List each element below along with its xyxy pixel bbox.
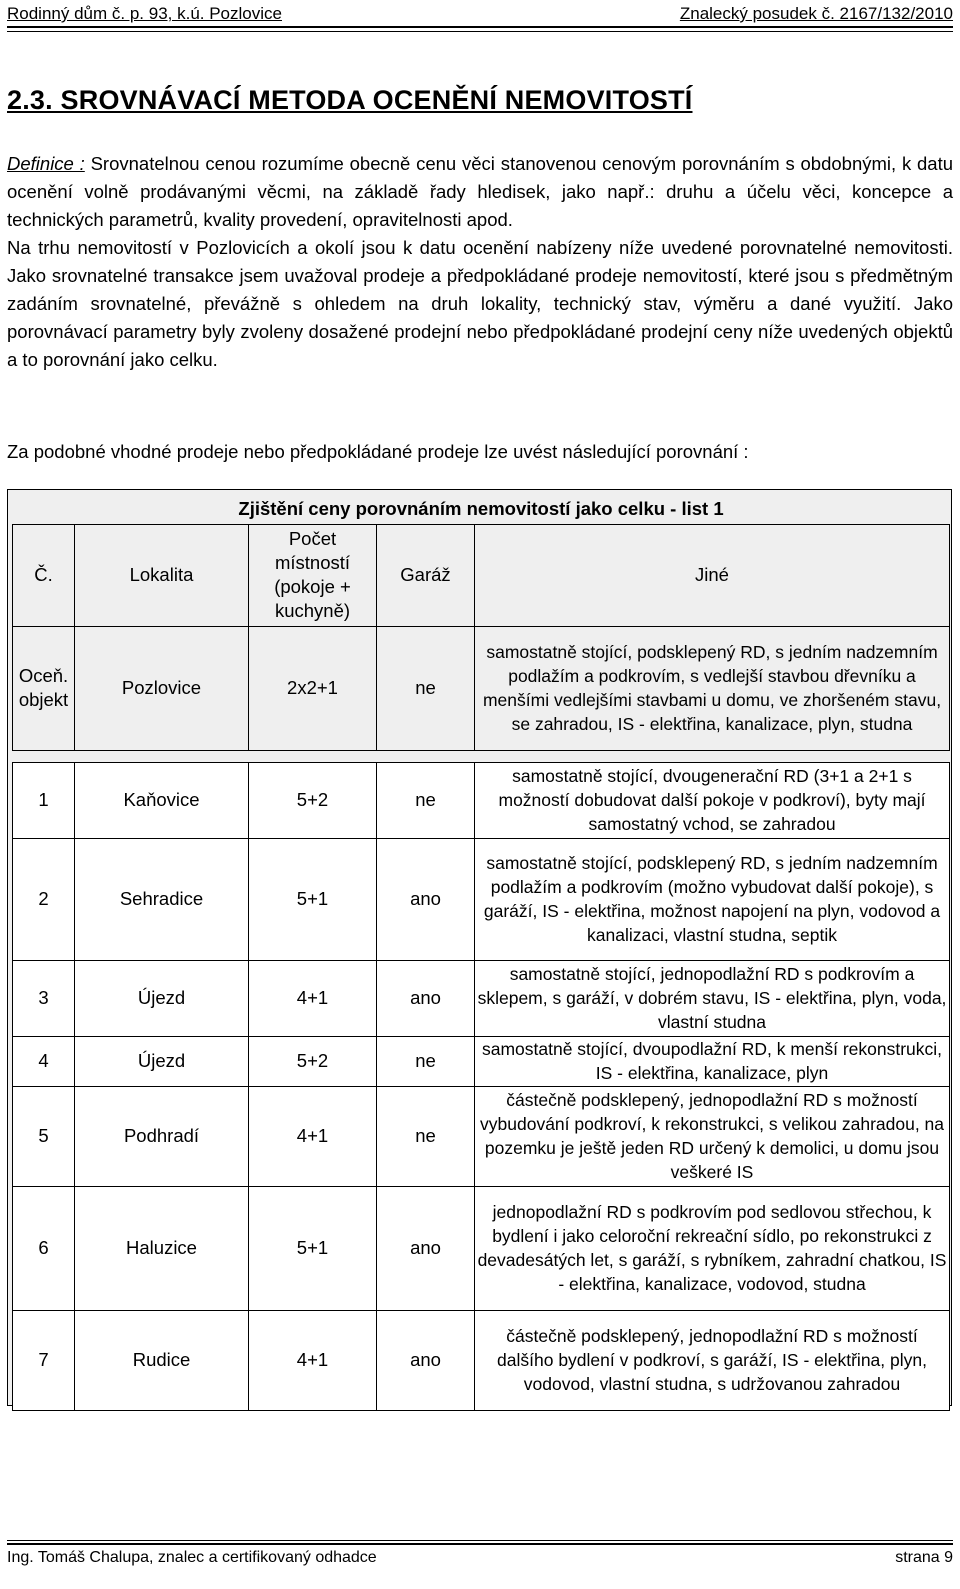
market-paragraph: Na trhu nemovitostí v Pozlovicích a okolí jsou k datu ocenění nabízeny níže uvedené porovnatelné nemovitosti. Jako srovnatelné transakce jsem uvažoval prodeje a předpokládané prodeje nemovitostí, které jsou s předmětným zadáním srovnatelné, převážně s ohledem na druh lokality, technický stav, výměru a dané využití. Jako porovnávací parametry byly zvoleny dosažené prodejní nebo předpokládané prodejní ceny níže uvedených objektů a to porovnání jako celku. (7, 237, 953, 370)
cell-locality: Rudice (75, 1310, 249, 1410)
definition-label: Definice : (7, 153, 85, 174)
table-row (13, 626, 950, 750)
cell-no: Oceň. objekt (13, 626, 75, 750)
cell-rooms: 4+1 (249, 960, 377, 1036)
cell-no: 2 (13, 838, 75, 960)
comparison-table (12, 494, 950, 1411)
cell-rooms: 5+2 (249, 1036, 377, 1086)
definition-paragraph (7, 150, 953, 234)
cell-other: samostatně stojící, dvougenerační RD (3+1 a 2+1 s možností dobudovat další pokoje v podkroví), byty mají samostatný vchod, se zahradou (475, 762, 950, 838)
cell-no: 6 (13, 1186, 75, 1310)
table-row (13, 838, 950, 960)
cell-rooms: 5+1 (249, 1186, 377, 1310)
cell-other: samostatně stojící, podsklepený RD, s jedním nadzemním podlažím a podkrovím, s vedlejší stavbou dřevníku a menšími vedlejšími stavbami u domu, ve zhoršeném stavu, se zahradou, IS - elektřina, kanalizace, plyn, studna (475, 626, 950, 750)
cell-no: 5 (13, 1086, 75, 1186)
cell-locality: Újezd (75, 1036, 249, 1086)
header-left: Rodinný dům č. p. 93, k.ú. Pozlovice (7, 4, 282, 23)
cell-other: částečně podsklepený, jednopodlažní RD s možností vybudování podkroví, k rekonstrukci, s velikou zahradou, na pozemku je ještě jeden RD určený k demolici, u domu jsou veškeré IS (475, 1086, 950, 1186)
header-rule (7, 31, 953, 32)
definition-text: Srovnatelnou cenou rozumíme obecně cenu věci stanovenou cenovým porovnáním s obdobnými, k datu ocenění volně prodávanými věcmi, na základě řady hledisek, jako např.: druhu a účelu věci, koncepce a technických parametrů, kvality provedení, opravitelnosti apod. (7, 153, 953, 230)
table-row (13, 1310, 950, 1410)
cell-locality: Újezd (75, 960, 249, 1036)
section-heading: 2.3. SROVNÁVACÍ METODA OCENĚNÍ NEMOVITOSTÍ (7, 85, 693, 115)
cell-other: samostatně stojící, dvoupodlažní RD, k menší rekonstrukci, IS - elektřina, kanalizace, plyn (475, 1036, 950, 1086)
header-garage: Garáž (377, 524, 475, 626)
footer-author: Ing. Tomáš Chalupa, znalec a certifikovaný odhadce (7, 1549, 377, 1566)
cell-other: jednopodlažní RD s podkrovím pod sedlovou střechou, k bydlení i jako celoroční rekreační sídlo, po rekonstrukci z devadesátých let, s garáží, s rybníkem, zahradní chatkou, IS - elektřina, kanalizace, vodovod, studna (475, 1186, 950, 1310)
header-rooms: Počet místností (pokoje + kuchyně) (249, 524, 377, 626)
cell-other: částečně podsklepený, jednopodlažní RD s možností dalšího bydlení v podkroví, s garáží, IS - elektřina, plyn, vodovod, vlastní studna, s udržovanou zahradou (475, 1310, 950, 1410)
cell-garage: ne (377, 626, 475, 750)
cell-rooms: 5+2 (249, 762, 377, 838)
table-row (13, 1036, 950, 1086)
header-other: Jiné (475, 524, 950, 626)
cell-locality: Podhradí (75, 1086, 249, 1186)
cell-rooms: 4+1 (249, 1310, 377, 1410)
cell-other: samostatně stojící, podsklepený RD, s jedním nadzemním podlažím a podkrovím (možno vybudovat další pokoje), s garáží, IS - elektřina, možnost napojení na plyn, vodovod a kanalizaci, vlastní studna, septik (475, 838, 950, 960)
page-footer (7, 1540, 953, 1589)
table-row (13, 762, 950, 838)
cell-garage: ano (377, 960, 475, 1036)
footer-page-number: strana 9 (895, 1549, 953, 1566)
cell-no: 4 (13, 1036, 75, 1086)
cell-garage: ne (377, 1036, 475, 1086)
cell-garage: ano (377, 1186, 475, 1310)
table-row (13, 960, 950, 1036)
comparison-intro: Za podobné vhodné prodeje nebo předpokládané prodeje lze uvést následující porovnání : (7, 441, 749, 462)
cell-garage: ne (377, 1086, 475, 1186)
cell-garage: ano (377, 838, 475, 960)
cell-locality: Kaňovice (75, 762, 249, 838)
footer-rule (7, 1543, 953, 1545)
cell-locality: Sehradice (75, 838, 249, 960)
cell-no: 1 (13, 762, 75, 838)
cell-no: 3 (13, 960, 75, 1036)
cell-no: 7 (13, 1310, 75, 1410)
row-spacer (13, 750, 950, 762)
cell-locality: Haluzice (75, 1186, 249, 1310)
header-right: Znalecký posudek č. 2167/132/2010 (679, 4, 953, 23)
table-title: Zjištění ceny porovnáním nemovitostí jako celku - list 1 (13, 494, 950, 524)
cell-garage: ano (377, 1310, 475, 1410)
cell-locality: Pozlovice (75, 626, 249, 750)
cell-rooms: 2x2+1 (249, 626, 377, 750)
header-locality: Lokalita (75, 524, 249, 626)
cell-garage: ne (377, 762, 475, 838)
table-row (13, 1086, 950, 1186)
table-row (13, 1186, 950, 1310)
page-header (7, 0, 953, 28)
cell-rooms: 5+1 (249, 838, 377, 960)
cell-rooms: 4+1 (249, 1086, 377, 1186)
cell-other: samostatně stojící, jednopodlažní RD s podkrovím a sklepem, s garáží, v dobrém stavu, IS - elektřina, plyn, voda, vlastní studna (475, 960, 950, 1036)
header-no: Č. (13, 524, 75, 626)
